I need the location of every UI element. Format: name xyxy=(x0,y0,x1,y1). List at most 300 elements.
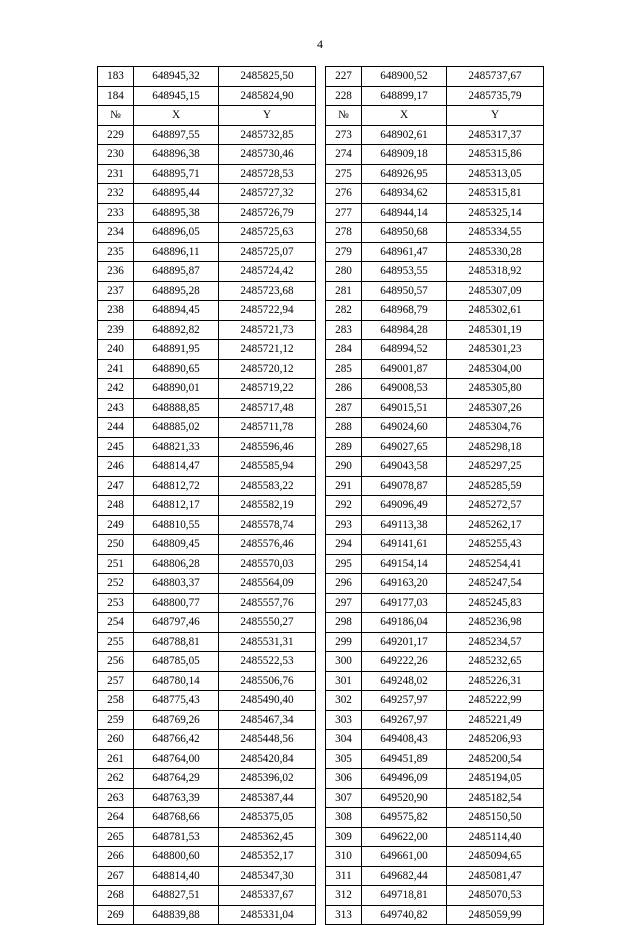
y-coordinate-cell: 2485720,12 xyxy=(219,359,316,379)
point-number-cell: 286 xyxy=(326,379,362,399)
x-coordinate-cell: 649043,58 xyxy=(362,457,447,477)
column-gap xyxy=(316,223,326,243)
y-coordinate-cell: 2485726,79 xyxy=(219,203,316,223)
point-number-cell: 244 xyxy=(98,418,134,438)
column-gap xyxy=(316,613,326,633)
point-number-cell: 228 xyxy=(326,86,362,106)
column-gap xyxy=(316,398,326,418)
table-row xyxy=(98,184,544,204)
y-coordinate-cell: 2485490,40 xyxy=(219,691,316,711)
y-coordinate-cell: 2485570,03 xyxy=(219,554,316,574)
y-coordinate-cell: 2485506,76 xyxy=(219,671,316,691)
x-coordinate-cell: 648888,85 xyxy=(134,398,219,418)
x-coordinate-cell: 649661,00 xyxy=(362,847,447,867)
y-coordinate-cell: 2485307,09 xyxy=(447,281,544,301)
x-coordinate-cell: 648961,47 xyxy=(362,242,447,262)
point-number-cell: 261 xyxy=(98,749,134,769)
y-coordinate-cell: 2485059,99 xyxy=(447,905,544,925)
header-y: Y xyxy=(447,106,544,126)
column-gap xyxy=(316,574,326,594)
point-number-cell: 295 xyxy=(326,554,362,574)
x-coordinate-cell: 649015,51 xyxy=(362,398,447,418)
x-coordinate-cell: 649451,89 xyxy=(362,749,447,769)
x-coordinate-cell: 648894,45 xyxy=(134,301,219,321)
table-row xyxy=(98,613,544,633)
x-coordinate-cell: 649408,43 xyxy=(362,730,447,750)
y-coordinate-cell: 2485334,55 xyxy=(447,223,544,243)
y-coordinate-cell: 2485304,76 xyxy=(447,418,544,438)
y-coordinate-cell: 2485070,53 xyxy=(447,886,544,906)
x-coordinate-cell: 648895,87 xyxy=(134,262,219,282)
point-number-cell: 259 xyxy=(98,710,134,730)
x-coordinate-cell: 649267,97 xyxy=(362,710,447,730)
column-gap xyxy=(316,262,326,282)
x-coordinate-cell: 648788,81 xyxy=(134,632,219,652)
y-coordinate-cell: 2485576,46 xyxy=(219,535,316,555)
point-number-cell: 237 xyxy=(98,281,134,301)
x-coordinate-cell: 648984,28 xyxy=(362,320,447,340)
x-coordinate-cell: 648812,72 xyxy=(134,476,219,496)
column-gap xyxy=(316,847,326,867)
y-coordinate-cell: 2485721,12 xyxy=(219,340,316,360)
x-coordinate-cell: 649008,53 xyxy=(362,379,447,399)
header-y: Y xyxy=(219,106,316,126)
table-row xyxy=(98,554,544,574)
column-gap xyxy=(316,86,326,106)
column-gap xyxy=(316,886,326,906)
table-row xyxy=(98,418,544,438)
table-row xyxy=(98,164,544,184)
y-coordinate-cell: 2485585,94 xyxy=(219,457,316,477)
table-row xyxy=(98,535,544,555)
point-number-cell: 249 xyxy=(98,515,134,535)
column-gap xyxy=(316,788,326,808)
point-number-cell: 285 xyxy=(326,359,362,379)
x-coordinate-cell: 648766,42 xyxy=(134,730,219,750)
point-number-cell: 239 xyxy=(98,320,134,340)
point-number-cell: 240 xyxy=(98,340,134,360)
page-number: 4 xyxy=(317,37,323,51)
x-coordinate-cell: 648902,61 xyxy=(362,125,447,145)
y-coordinate-cell: 2485315,81 xyxy=(447,184,544,204)
table-row xyxy=(98,515,544,535)
point-number-cell: 296 xyxy=(326,574,362,594)
point-number-cell: 232 xyxy=(98,184,134,204)
point-number-cell: 250 xyxy=(98,535,134,555)
header-row xyxy=(98,106,544,126)
x-coordinate-cell: 648814,40 xyxy=(134,866,219,886)
y-coordinate-cell: 2485711,78 xyxy=(219,418,316,438)
table-row xyxy=(98,67,544,87)
x-coordinate-cell: 649078,87 xyxy=(362,476,447,496)
x-coordinate-cell: 648809,45 xyxy=(134,535,219,555)
x-coordinate-cell: 648895,44 xyxy=(134,184,219,204)
y-coordinate-cell: 2485297,25 xyxy=(447,457,544,477)
x-coordinate-cell: 649113,38 xyxy=(362,515,447,535)
point-number-cell: 312 xyxy=(326,886,362,906)
y-coordinate-cell: 2485301,23 xyxy=(447,340,544,360)
x-coordinate-cell: 649163,20 xyxy=(362,574,447,594)
table-row xyxy=(98,886,544,906)
column-gap xyxy=(316,379,326,399)
table-row xyxy=(98,574,544,594)
x-coordinate-cell: 648944,14 xyxy=(362,203,447,223)
point-number-cell: 275 xyxy=(326,164,362,184)
point-number-cell: 264 xyxy=(98,808,134,828)
column-gap xyxy=(316,203,326,223)
point-number-cell: 287 xyxy=(326,398,362,418)
y-coordinate-cell: 2485725,07 xyxy=(219,242,316,262)
column-gap xyxy=(316,457,326,477)
point-number-cell: 266 xyxy=(98,847,134,867)
point-number-cell: 238 xyxy=(98,301,134,321)
point-number-cell: 277 xyxy=(326,203,362,223)
y-coordinate-cell: 2485304,00 xyxy=(447,359,544,379)
x-coordinate-cell: 648892,82 xyxy=(134,320,219,340)
point-number-cell: 231 xyxy=(98,164,134,184)
column-gap xyxy=(316,671,326,691)
x-coordinate-cell: 649496,09 xyxy=(362,769,447,789)
header-number: № xyxy=(326,106,362,126)
table-row xyxy=(98,457,544,477)
point-number-cell: 252 xyxy=(98,574,134,594)
x-coordinate-cell: 648821,33 xyxy=(134,437,219,457)
point-number-cell: 230 xyxy=(98,145,134,165)
x-coordinate-cell: 648764,00 xyxy=(134,749,219,769)
point-number-cell: 292 xyxy=(326,496,362,516)
x-coordinate-cell: 648781,53 xyxy=(134,827,219,847)
x-coordinate-cell: 648895,38 xyxy=(134,203,219,223)
x-coordinate-cell: 649024,60 xyxy=(362,418,447,438)
y-coordinate-cell: 2485150,50 xyxy=(447,808,544,828)
point-number-cell: 257 xyxy=(98,671,134,691)
x-coordinate-cell: 648890,65 xyxy=(134,359,219,379)
column-gap xyxy=(316,710,326,730)
x-coordinate-cell: 648900,52 xyxy=(362,67,447,87)
column-gap xyxy=(316,340,326,360)
x-coordinate-cell: 648768,66 xyxy=(134,808,219,828)
table-row xyxy=(98,671,544,691)
y-coordinate-cell: 2485420,84 xyxy=(219,749,316,769)
y-coordinate-cell: 2485583,22 xyxy=(219,476,316,496)
point-number-cell: 236 xyxy=(98,262,134,282)
table-row xyxy=(98,652,544,672)
y-coordinate-cell: 2485352,17 xyxy=(219,847,316,867)
y-coordinate-cell: 2485467,34 xyxy=(219,710,316,730)
point-number-cell: 273 xyxy=(326,125,362,145)
x-coordinate-cell: 649177,03 xyxy=(362,593,447,613)
y-coordinate-cell: 2485722,94 xyxy=(219,301,316,321)
column-gap xyxy=(316,184,326,204)
point-number-cell: 227 xyxy=(326,67,362,87)
point-number-cell: 235 xyxy=(98,242,134,262)
point-number-cell: 276 xyxy=(326,184,362,204)
point-number-cell: 306 xyxy=(326,769,362,789)
y-coordinate-cell: 2485737,67 xyxy=(447,67,544,87)
y-coordinate-cell: 2485396,02 xyxy=(219,769,316,789)
x-coordinate-cell: 648800,60 xyxy=(134,847,219,867)
y-coordinate-cell: 2485824,90 xyxy=(219,86,316,106)
y-coordinate-cell: 2485315,86 xyxy=(447,145,544,165)
x-coordinate-cell: 649257,97 xyxy=(362,691,447,711)
point-number-cell: 282 xyxy=(326,301,362,321)
column-gap xyxy=(316,145,326,165)
x-coordinate-cell: 648812,17 xyxy=(134,496,219,516)
y-coordinate-cell: 2485298,18 xyxy=(447,437,544,457)
y-coordinate-cell: 2485302,61 xyxy=(447,301,544,321)
header-x: X xyxy=(134,106,219,126)
x-coordinate-cell: 648945,32 xyxy=(134,67,219,87)
column-gap xyxy=(316,106,326,126)
x-coordinate-cell: 648890,01 xyxy=(134,379,219,399)
y-coordinate-cell: 2485330,28 xyxy=(447,242,544,262)
table-row xyxy=(98,125,544,145)
x-coordinate-cell: 648968,79 xyxy=(362,301,447,321)
column-gap xyxy=(316,476,326,496)
point-number-cell: 302 xyxy=(326,691,362,711)
y-coordinate-cell: 2485727,32 xyxy=(219,184,316,204)
table-row xyxy=(98,398,544,418)
point-number-cell: 253 xyxy=(98,593,134,613)
y-coordinate-cell: 2485081,47 xyxy=(447,866,544,886)
table-row xyxy=(98,866,544,886)
y-coordinate-cell: 2485362,45 xyxy=(219,827,316,847)
x-coordinate-cell: 648803,37 xyxy=(134,574,219,594)
point-number-cell: 310 xyxy=(326,847,362,867)
x-coordinate-cell: 649622,00 xyxy=(362,827,447,847)
point-number-cell: 299 xyxy=(326,632,362,652)
x-coordinate-cell: 648885,02 xyxy=(134,418,219,438)
y-coordinate-cell: 2485725,63 xyxy=(219,223,316,243)
point-number-cell: 289 xyxy=(326,437,362,457)
column-gap xyxy=(316,652,326,672)
y-coordinate-cell: 2485448,56 xyxy=(219,730,316,750)
column-gap xyxy=(316,242,326,262)
point-number-cell: 308 xyxy=(326,808,362,828)
table-row xyxy=(98,301,544,321)
x-coordinate-cell: 648950,57 xyxy=(362,281,447,301)
point-number-cell: 288 xyxy=(326,418,362,438)
y-coordinate-cell: 2485325,14 xyxy=(447,203,544,223)
x-coordinate-cell: 648806,28 xyxy=(134,554,219,574)
x-coordinate-cell: 648769,26 xyxy=(134,710,219,730)
x-coordinate-cell: 649186,04 xyxy=(362,613,447,633)
table-row xyxy=(98,769,544,789)
table-row xyxy=(98,281,544,301)
y-coordinate-cell: 2485254,41 xyxy=(447,554,544,574)
y-coordinate-cell: 2485194,05 xyxy=(447,769,544,789)
point-number-cell: 280 xyxy=(326,262,362,282)
y-coordinate-cell: 2485236,98 xyxy=(447,613,544,633)
x-coordinate-cell: 649141,61 xyxy=(362,535,447,555)
point-number-cell: 258 xyxy=(98,691,134,711)
x-coordinate-cell: 648896,38 xyxy=(134,145,219,165)
column-gap xyxy=(316,67,326,87)
column-gap xyxy=(316,496,326,516)
point-number-cell: 311 xyxy=(326,866,362,886)
x-coordinate-cell: 648897,55 xyxy=(134,125,219,145)
point-number-cell: 298 xyxy=(326,613,362,633)
point-number-cell: 278 xyxy=(326,223,362,243)
table-row xyxy=(98,827,544,847)
point-number-cell: 301 xyxy=(326,671,362,691)
x-coordinate-cell: 649248,02 xyxy=(362,671,447,691)
x-coordinate-cell: 649027,65 xyxy=(362,437,447,457)
column-gap xyxy=(316,320,326,340)
x-coordinate-cell: 648895,28 xyxy=(134,281,219,301)
point-number-cell: 256 xyxy=(98,652,134,672)
column-gap xyxy=(316,515,326,535)
y-coordinate-cell: 2485582,19 xyxy=(219,496,316,516)
point-number-cell: 303 xyxy=(326,710,362,730)
table-row xyxy=(98,379,544,399)
x-coordinate-cell: 649201,17 xyxy=(362,632,447,652)
point-number-cell: 307 xyxy=(326,788,362,808)
x-coordinate-cell: 648899,17 xyxy=(362,86,447,106)
point-number-cell: 265 xyxy=(98,827,134,847)
y-coordinate-cell: 2485578,74 xyxy=(219,515,316,535)
point-number-cell: 242 xyxy=(98,379,134,399)
x-coordinate-cell: 648953,55 xyxy=(362,262,447,282)
column-gap xyxy=(316,554,326,574)
y-coordinate-cell: 2485301,19 xyxy=(447,320,544,340)
column-gap xyxy=(316,437,326,457)
column-gap xyxy=(316,730,326,750)
point-number-cell: 260 xyxy=(98,730,134,750)
point-number-cell: 269 xyxy=(98,905,134,925)
column-gap xyxy=(316,164,326,184)
table-row xyxy=(98,593,544,613)
point-number-cell: 234 xyxy=(98,223,134,243)
y-coordinate-cell: 2485719,22 xyxy=(219,379,316,399)
x-coordinate-cell: 648814,47 xyxy=(134,457,219,477)
x-coordinate-cell: 649001,87 xyxy=(362,359,447,379)
y-coordinate-cell: 2485094,65 xyxy=(447,847,544,867)
header-x: X xyxy=(362,106,447,126)
table-row xyxy=(98,808,544,828)
y-coordinate-cell: 2485200,54 xyxy=(447,749,544,769)
table-row xyxy=(98,86,544,106)
y-coordinate-cell: 2485825,50 xyxy=(219,67,316,87)
column-gap xyxy=(316,593,326,613)
x-coordinate-cell: 648839,88 xyxy=(134,905,219,925)
y-coordinate-cell: 2485557,76 xyxy=(219,593,316,613)
point-number-cell: 293 xyxy=(326,515,362,535)
x-coordinate-cell: 648827,51 xyxy=(134,886,219,906)
point-number-cell: 281 xyxy=(326,281,362,301)
x-coordinate-cell: 648775,43 xyxy=(134,691,219,711)
x-coordinate-cell: 648797,46 xyxy=(134,613,219,633)
point-number-cell: 243 xyxy=(98,398,134,418)
point-number-cell: 248 xyxy=(98,496,134,516)
table-row xyxy=(98,730,544,750)
y-coordinate-cell: 2485723,68 xyxy=(219,281,316,301)
column-gap xyxy=(316,418,326,438)
x-coordinate-cell: 648785,05 xyxy=(134,652,219,672)
x-coordinate-cell: 648800,77 xyxy=(134,593,219,613)
table-row xyxy=(98,476,544,496)
table-row xyxy=(98,847,544,867)
point-number-cell: 279 xyxy=(326,242,362,262)
point-number-cell: 262 xyxy=(98,769,134,789)
table-row xyxy=(98,905,544,925)
y-coordinate-cell: 2485313,05 xyxy=(447,164,544,184)
y-coordinate-cell: 2485730,46 xyxy=(219,145,316,165)
y-coordinate-cell: 2485272,57 xyxy=(447,496,544,516)
table-row xyxy=(98,788,544,808)
point-number-cell: 229 xyxy=(98,125,134,145)
y-coordinate-cell: 2485206,93 xyxy=(447,730,544,750)
point-number-cell: 291 xyxy=(326,476,362,496)
y-coordinate-cell: 2485262,17 xyxy=(447,515,544,535)
x-coordinate-cell: 649222,26 xyxy=(362,652,447,672)
y-coordinate-cell: 2485337,67 xyxy=(219,886,316,906)
table-row xyxy=(98,320,544,340)
x-coordinate-cell: 648950,68 xyxy=(362,223,447,243)
point-number-cell: 305 xyxy=(326,749,362,769)
point-number-cell: 263 xyxy=(98,788,134,808)
column-gap xyxy=(316,808,326,828)
table-row xyxy=(98,242,544,262)
point-number-cell: 233 xyxy=(98,203,134,223)
y-coordinate-cell: 2485387,44 xyxy=(219,788,316,808)
table-row xyxy=(98,749,544,769)
point-number-cell: 297 xyxy=(326,593,362,613)
table-row xyxy=(98,340,544,360)
table-row xyxy=(98,496,544,516)
y-coordinate-cell: 2485564,09 xyxy=(219,574,316,594)
x-coordinate-cell: 648945,15 xyxy=(134,86,219,106)
column-gap xyxy=(316,769,326,789)
column-gap xyxy=(316,359,326,379)
point-number-cell: 300 xyxy=(326,652,362,672)
point-number-cell: 241 xyxy=(98,359,134,379)
point-number-cell: 284 xyxy=(326,340,362,360)
column-gap xyxy=(316,905,326,925)
table-row xyxy=(98,223,544,243)
table-row xyxy=(98,437,544,457)
point-number-cell: 254 xyxy=(98,613,134,633)
y-coordinate-cell: 2485247,54 xyxy=(447,574,544,594)
x-coordinate-cell: 648896,05 xyxy=(134,223,219,243)
y-coordinate-cell: 2485717,48 xyxy=(219,398,316,418)
y-coordinate-cell: 2485331,04 xyxy=(219,905,316,925)
y-coordinate-cell: 2485234,57 xyxy=(447,632,544,652)
x-coordinate-cell: 648926,95 xyxy=(362,164,447,184)
point-number-cell: 183 xyxy=(98,67,134,87)
x-coordinate-cell: 648763,39 xyxy=(134,788,219,808)
x-coordinate-cell: 648896,11 xyxy=(134,242,219,262)
column-gap xyxy=(316,535,326,555)
y-coordinate-cell: 2485550,27 xyxy=(219,613,316,633)
point-number-cell: 184 xyxy=(98,86,134,106)
point-number-cell: 290 xyxy=(326,457,362,477)
coordinates-table xyxy=(97,66,544,925)
column-gap xyxy=(316,691,326,711)
point-number-cell: 283 xyxy=(326,320,362,340)
y-coordinate-cell: 2485182,54 xyxy=(447,788,544,808)
column-gap xyxy=(316,281,326,301)
y-coordinate-cell: 2485221,49 xyxy=(447,710,544,730)
column-gap xyxy=(316,749,326,769)
x-coordinate-cell: 649096,49 xyxy=(362,496,447,516)
point-number-cell: 246 xyxy=(98,457,134,477)
x-coordinate-cell: 649682,44 xyxy=(362,866,447,886)
y-coordinate-cell: 2485114,40 xyxy=(447,827,544,847)
y-coordinate-cell: 2485347,30 xyxy=(219,866,316,886)
point-number-cell: 245 xyxy=(98,437,134,457)
column-gap xyxy=(316,866,326,886)
